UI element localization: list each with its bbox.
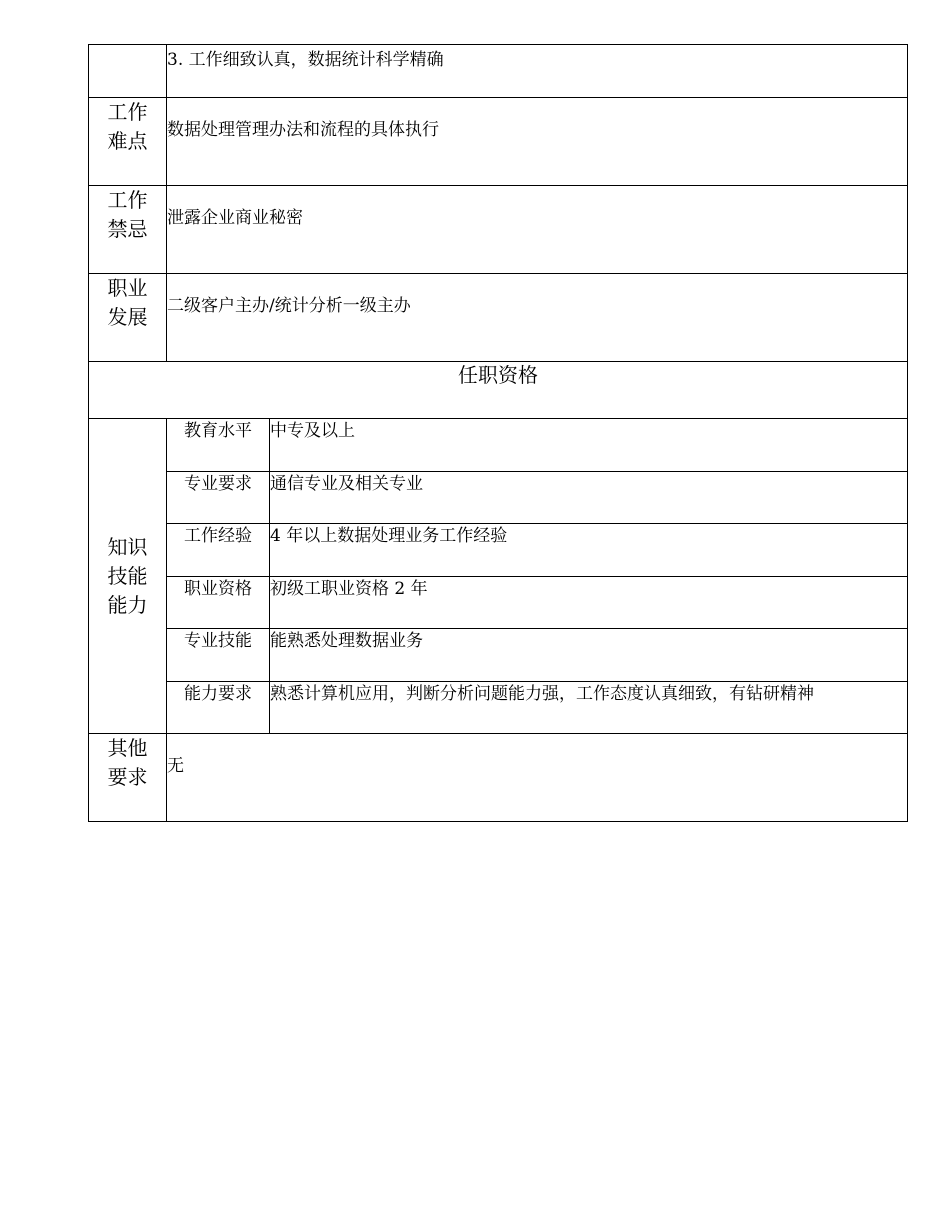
qualification-value-experience: 4 年以上数据处理业务工作经验 xyxy=(270,524,908,577)
qualification-row xyxy=(89,682,908,734)
career-label-line1: 职业 xyxy=(107,276,148,300)
other-label-line2: 要求 xyxy=(107,765,148,789)
taboo-label xyxy=(89,186,167,274)
qualification-label-experience: 工作经验 xyxy=(167,524,270,577)
difficulty-label xyxy=(89,98,167,186)
career-label xyxy=(89,274,167,362)
career-label-line2: 发展 xyxy=(107,305,148,329)
qualifications-group-label xyxy=(89,419,167,734)
continuation-label-cell xyxy=(89,45,167,98)
continuation-row xyxy=(89,45,908,98)
other-row xyxy=(89,734,908,822)
other-text: 无 xyxy=(167,734,908,822)
career-text: 二级客户主办/统计分析一级主办 xyxy=(167,274,908,362)
qualification-label-education: 教育水平 xyxy=(167,419,270,472)
taboo-label-line2: 禁忌 xyxy=(107,217,148,241)
taboo-row xyxy=(89,186,908,274)
qualification-value-major: 通信专业及相关专业 xyxy=(270,472,908,524)
qualification-row xyxy=(89,629,908,682)
difficulty-label-line2: 难点 xyxy=(107,129,148,153)
group-label-line3: 能力 xyxy=(107,592,148,617)
career-row xyxy=(89,274,908,362)
taboo-label-line1: 工作 xyxy=(107,188,148,212)
qualification-label-major: 专业要求 xyxy=(167,472,270,524)
difficulty-label-line1: 工作 xyxy=(107,100,148,124)
qualification-label-ability: 能力要求 xyxy=(167,682,270,734)
qualification-value-education: 中专及以上 xyxy=(270,419,908,472)
other-label-line1: 其他 xyxy=(107,736,148,760)
qualifications-title: 任职资格 xyxy=(89,362,908,419)
taboo-text: 泄露企业商业秘密 xyxy=(167,186,908,274)
qualification-row xyxy=(89,524,908,577)
qualifications-title-row xyxy=(89,362,908,419)
group-label-line1: 知识 xyxy=(107,534,148,559)
qualification-label-certification: 职业资格 xyxy=(167,577,270,629)
qualification-row xyxy=(89,419,908,472)
difficulty-text: 数据处理管理办法和流程的具体执行 xyxy=(167,98,908,186)
qualification-value-certification: 初级工职业资格 2 年 xyxy=(270,577,908,629)
qualification-label-skills: 专业技能 xyxy=(167,629,270,682)
group-label-line2: 技能 xyxy=(107,563,148,588)
qualification-value-skills: 能熟悉处理数据业务 xyxy=(270,629,908,682)
job-description-table xyxy=(88,44,908,822)
difficulty-row xyxy=(89,98,908,186)
qualification-value-ability: 熟悉计算机应用，判断分析问题能力强，工作态度认真细致，有钻研精神 xyxy=(270,682,908,734)
other-label xyxy=(89,734,167,822)
continuation-text: 3. 工作细致认真，数据统计科学精确 xyxy=(167,45,908,98)
qualification-row xyxy=(89,472,908,524)
qualification-row xyxy=(89,577,908,629)
